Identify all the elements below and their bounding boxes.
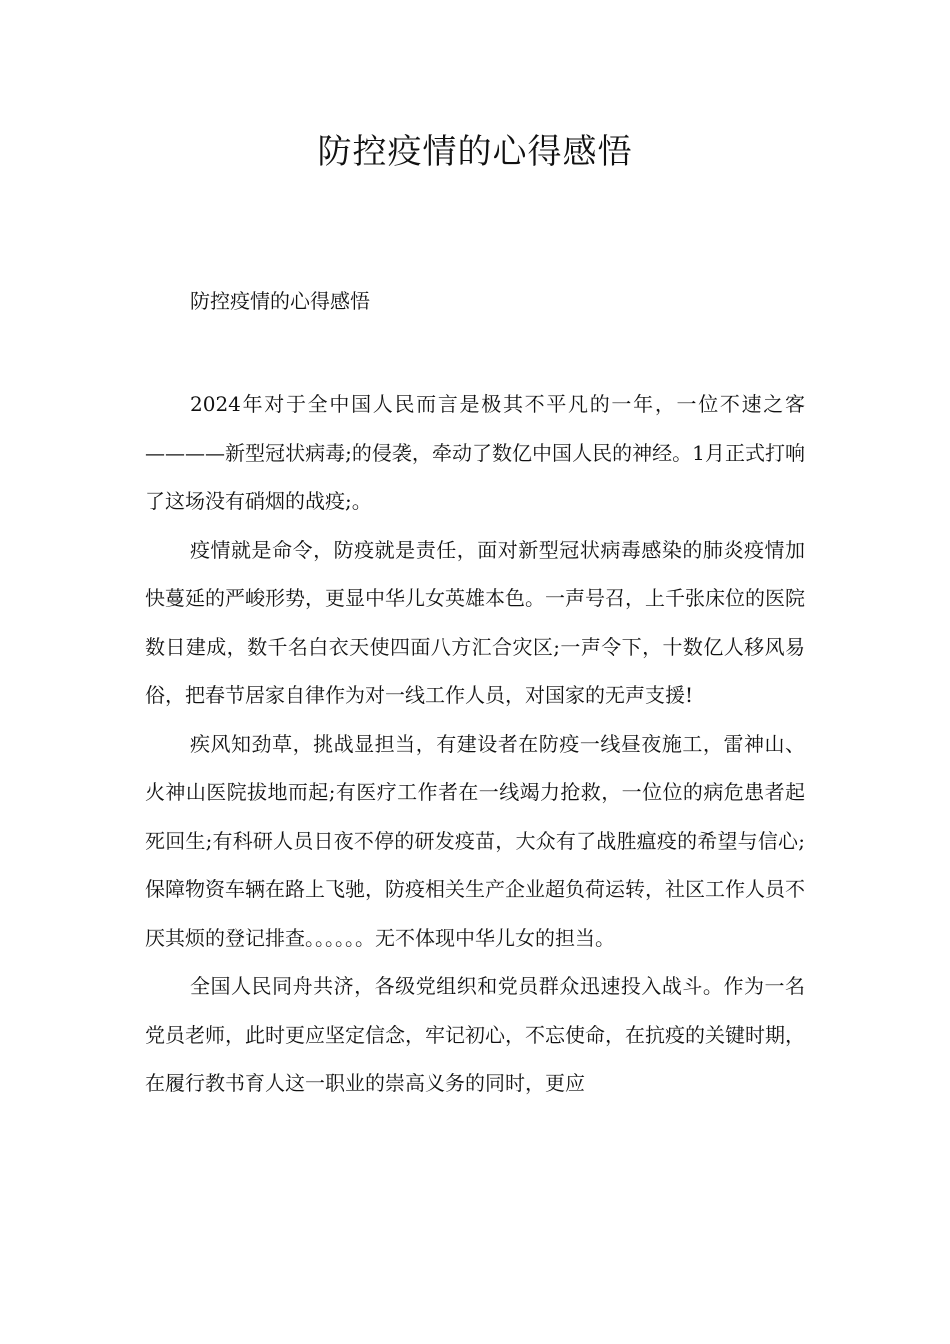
paragraph: 2024年对于全中国人民而言是极其不平凡的一年，一位不速之客————新型冠状病毒;的侵袭，牵动了数亿中国人民的神经。1月正式打响了这场没有硝烟的战疫;。 bbox=[145, 392, 805, 513]
paragraph: 全国人民同舟共济，各级党组织和党员群众迅速投入战斗。作为一名党员老师，此时更应坚定信念，牢记初心，不忘使命，在抗疫的关键时期，在履行教书育人这一职业的崇高义务的同时，更应 bbox=[145, 974, 805, 1095]
document-subtitle: 防控疫情的心得感悟 bbox=[190, 289, 370, 313]
paragraph: 疫情就是命令，防疫就是责任，面对新型冠状病毒感染的肺炎疫情加快蔓延的严峻形势，更显中华儿女英雄本色。一声号召，上千张床位的医院数日建成，数千名白衣天使四面八方汇合灾区;一声令下，十数亿人移风易俗，把春节居家自律作为对一线工作人员，对国家的无声支援! bbox=[145, 537, 805, 707]
paragraph: 疾风知劲草，挑战显担当，有建设者在防疫一线昼夜施工，雷神山、火神山医院拔地而起;有医疗工作者在一线竭力抢救，一位位的病危患者起死回生;有科研人员日夜不停的研发疫苗，大众有了战胜瘟疫的希望与信心;保障物资车辆在路上飞驰，防疫相关生产企业超负荷运转，社区工作人员不厌其烦的登记排查。。。。。。无不体现中华儿女的担当。 bbox=[145, 731, 805, 950]
document-title: 防控疫情的心得感悟 bbox=[317, 132, 633, 172]
document-body bbox=[145, 380, 805, 1108]
